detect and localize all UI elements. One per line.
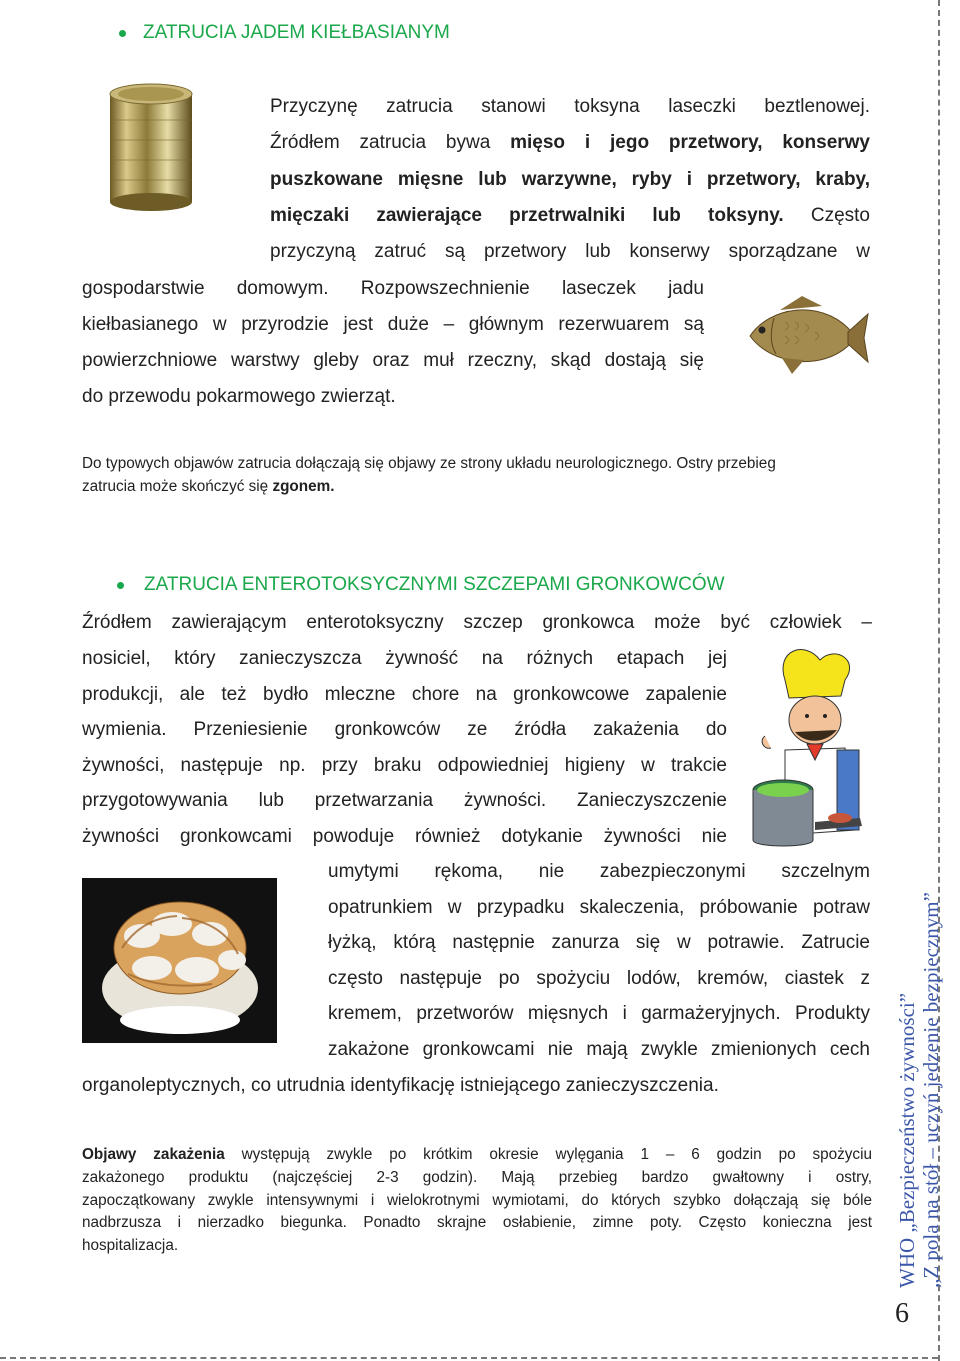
- sidebar-title: [888, 830, 944, 1300]
- note-line: Do typowych objawów zatrucia dołączają się objawy ze strony układu neurologicznego. Ostry przebieg: [82, 455, 776, 472]
- section-heading-staphylococcus: ZATRUCIA ENTEROTOKSYCZNYMI SZCZEPAMI GRONKOWCÓW: [144, 574, 725, 595]
- paragraph-line: kremem, przetworów mięsnych i garmażeryjnych. Produkty: [328, 1003, 870, 1024]
- bullet-icon: [117, 582, 124, 589]
- bullet-icon: [119, 30, 126, 37]
- paragraph-line: łyżką, którą następnie zanurza się w potrawie. Zatrucie: [328, 932, 870, 953]
- paragraph-line: gospodarstwie domowym. Rozpowszechnienie laseczek jadu: [82, 278, 704, 299]
- symptoms-line: nadbrzusza i nierzadko biegunka. Ponadto skrajne osłabienie, zimne poty. Często konieczna jest: [82, 1214, 872, 1231]
- paragraph-line: mięczaki zawierające przetrwalniki lub toksyny. Często: [270, 205, 870, 226]
- section-heading-botulism: ZATRUCIA JADEM KIEŁBASIANYM: [143, 22, 450, 43]
- paragraph-line: Źródłem zawierającym enterotoksyczny szczep gronkowca może być człowiek –: [82, 612, 872, 633]
- paragraph-line: nosiciel, który zanieczyszcza żywność na różnych etapach jej: [82, 648, 727, 669]
- paragraph-line: Przyczynę zatrucia stanowi toksyna laseczki beztlenowej.: [270, 96, 870, 117]
- paragraph-line: puszkowane mięsne lub warzywne, ryby i przetwory, kraby,: [270, 169, 870, 190]
- symptoms-line: zapoczątkowany zwykle intensywnymi i wielokrotnymi wymiotami, do których szybko dołączają się bóle: [82, 1192, 872, 1209]
- paragraph-line: Źródłem zatrucia bywa mięso i jego przetwory, konserwy: [270, 132, 871, 153]
- paragraph-line: umytymi rękoma, nie zabezpieczonymi szczelnym: [328, 861, 870, 882]
- paragraph-line: przyczyną zatruć są przetwory lub konserwy sporządzane w: [270, 241, 870, 262]
- cream-pastry-image: [82, 878, 277, 1043]
- page-number: 6: [895, 1298, 909, 1329]
- fish-image: [730, 292, 870, 380]
- paragraph-line: kiełbasianego w przyrodzie jest duże – głównym rezerwuarem są: [82, 314, 704, 335]
- sidebar-title-line2: „Z pola na stół – uczyń jedzenie bezpiecznym”: [919, 892, 943, 1288]
- paragraph-line: wymienia. Przeniesienie gronkowców ze źródła zakażenia do: [82, 719, 727, 740]
- note-line: zatrucia może skończyć się zgonem.: [82, 478, 335, 495]
- paragraph-line: przygotowywania lub przetwarzania żywności. Zanieczyszczenie: [82, 790, 727, 811]
- paragraph-line: do przewodu pokarmowego zwierząt.: [82, 386, 396, 407]
- paragraph-line: organoleptycznych, co utrudnia identyfikację istniejącego zanieczyszczenia.: [82, 1075, 719, 1096]
- paragraph-line: powierzchniowe warstwy gleby oraz muł rzeczny, skąd dostają się: [82, 350, 704, 371]
- symptoms-line: zakażonego produktu (najczęściej 2-3 godzin). Mają przebieg bardzo gwałtowny i ostry,: [82, 1169, 872, 1186]
- paragraph-line: produkcji, ale też bydło mleczne chore na gronkowcowe zapalenie: [82, 684, 727, 705]
- symptoms-line: hospitalizacja.: [82, 1237, 179, 1254]
- page-border-bottom: [0, 1357, 938, 1359]
- paragraph-line: często następuje po spożyciu lodów, kremów, ciastek z: [328, 968, 870, 989]
- paragraph-line: opatrunkiem w przypadku skaleczenia, próbowanie potraw: [328, 897, 870, 918]
- paragraph-line: zakażone gronkowcami nie mają zwykle zmienionych cech: [328, 1039, 870, 1060]
- paragraph-line: żywności gronkowcami powoduje również dotykanie żywności nie: [82, 826, 727, 847]
- symptoms-line: Objawy zakażenia występują zwykle po krótkim okresie wylęgania 1 – 6 godzin po spożyciu: [82, 1146, 872, 1163]
- chef-image: [745, 640, 865, 850]
- paragraph-line: żywności, następuje np. przy braku odpowiedniej higieny w trakcie: [82, 755, 727, 776]
- sidebar-title-line1: WHO „Bezpieczeństwo żywności”: [895, 992, 919, 1288]
- tin-can-image: [100, 80, 205, 215]
